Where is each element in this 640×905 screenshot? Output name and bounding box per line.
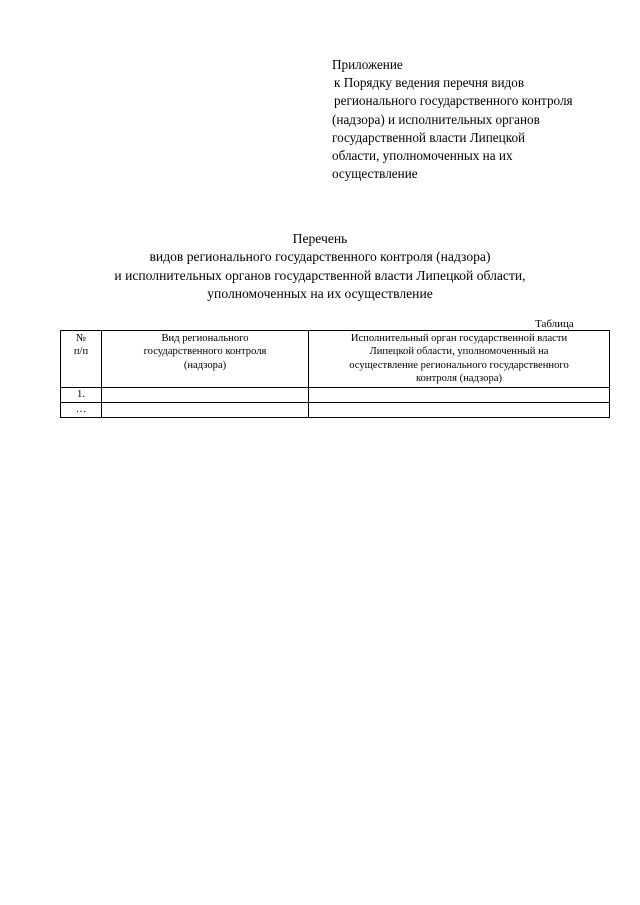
table-cell <box>102 388 309 403</box>
table-cell <box>102 403 309 418</box>
table-header-row <box>61 331 610 388</box>
table-row <box>61 388 610 403</box>
appendix-note <box>332 56 624 183</box>
header-line: (надзора) <box>183 359 227 371</box>
table-cell: … <box>61 403 102 418</box>
table-cell <box>309 403 610 418</box>
appendix-line: Приложение <box>332 57 403 72</box>
appendix-line: области, уполномоченных на их <box>332 148 513 164</box>
table-label: Таблица <box>535 318 574 330</box>
document-title <box>0 230 640 304</box>
header-line: Исполнительный орган государственной власти <box>350 333 568 344</box>
appendix-line: осуществление <box>332 166 418 182</box>
header-line: государственного контроля <box>143 346 267 358</box>
header-line: п/п <box>73 346 89 358</box>
table-row <box>61 403 610 418</box>
header-control-type <box>102 331 309 388</box>
title-line: Перечень <box>292 231 348 246</box>
header-line: Липецкой области, уполномоченный на <box>369 346 549 358</box>
registry-table <box>60 330 610 418</box>
appendix-line: государственной власти Липецкой <box>332 129 526 145</box>
header-line: Вид регионального <box>161 333 249 344</box>
title-line: видов регионального государственного контроля (надзора) <box>149 249 491 265</box>
appendix-line: к Порядку ведения перечня видов <box>334 75 525 91</box>
title-line: уполномоченных на их осуществление <box>207 286 433 302</box>
header-number <box>61 331 102 388</box>
table-cell: 1. <box>61 388 102 403</box>
header-executive-body <box>309 331 610 388</box>
header-line: осуществление регионального государственного <box>349 359 569 371</box>
appendix-line: (надзора) и исполнительных органов <box>332 111 540 127</box>
header-line: контроля (надзора) <box>416 372 502 384</box>
header-line: № <box>75 333 87 344</box>
appendix-line: регионального государственного контроля <box>334 93 573 109</box>
title-line: и исполнительных органов государственной власти Липецкой области, <box>114 267 526 283</box>
table-cell <box>309 388 610 403</box>
